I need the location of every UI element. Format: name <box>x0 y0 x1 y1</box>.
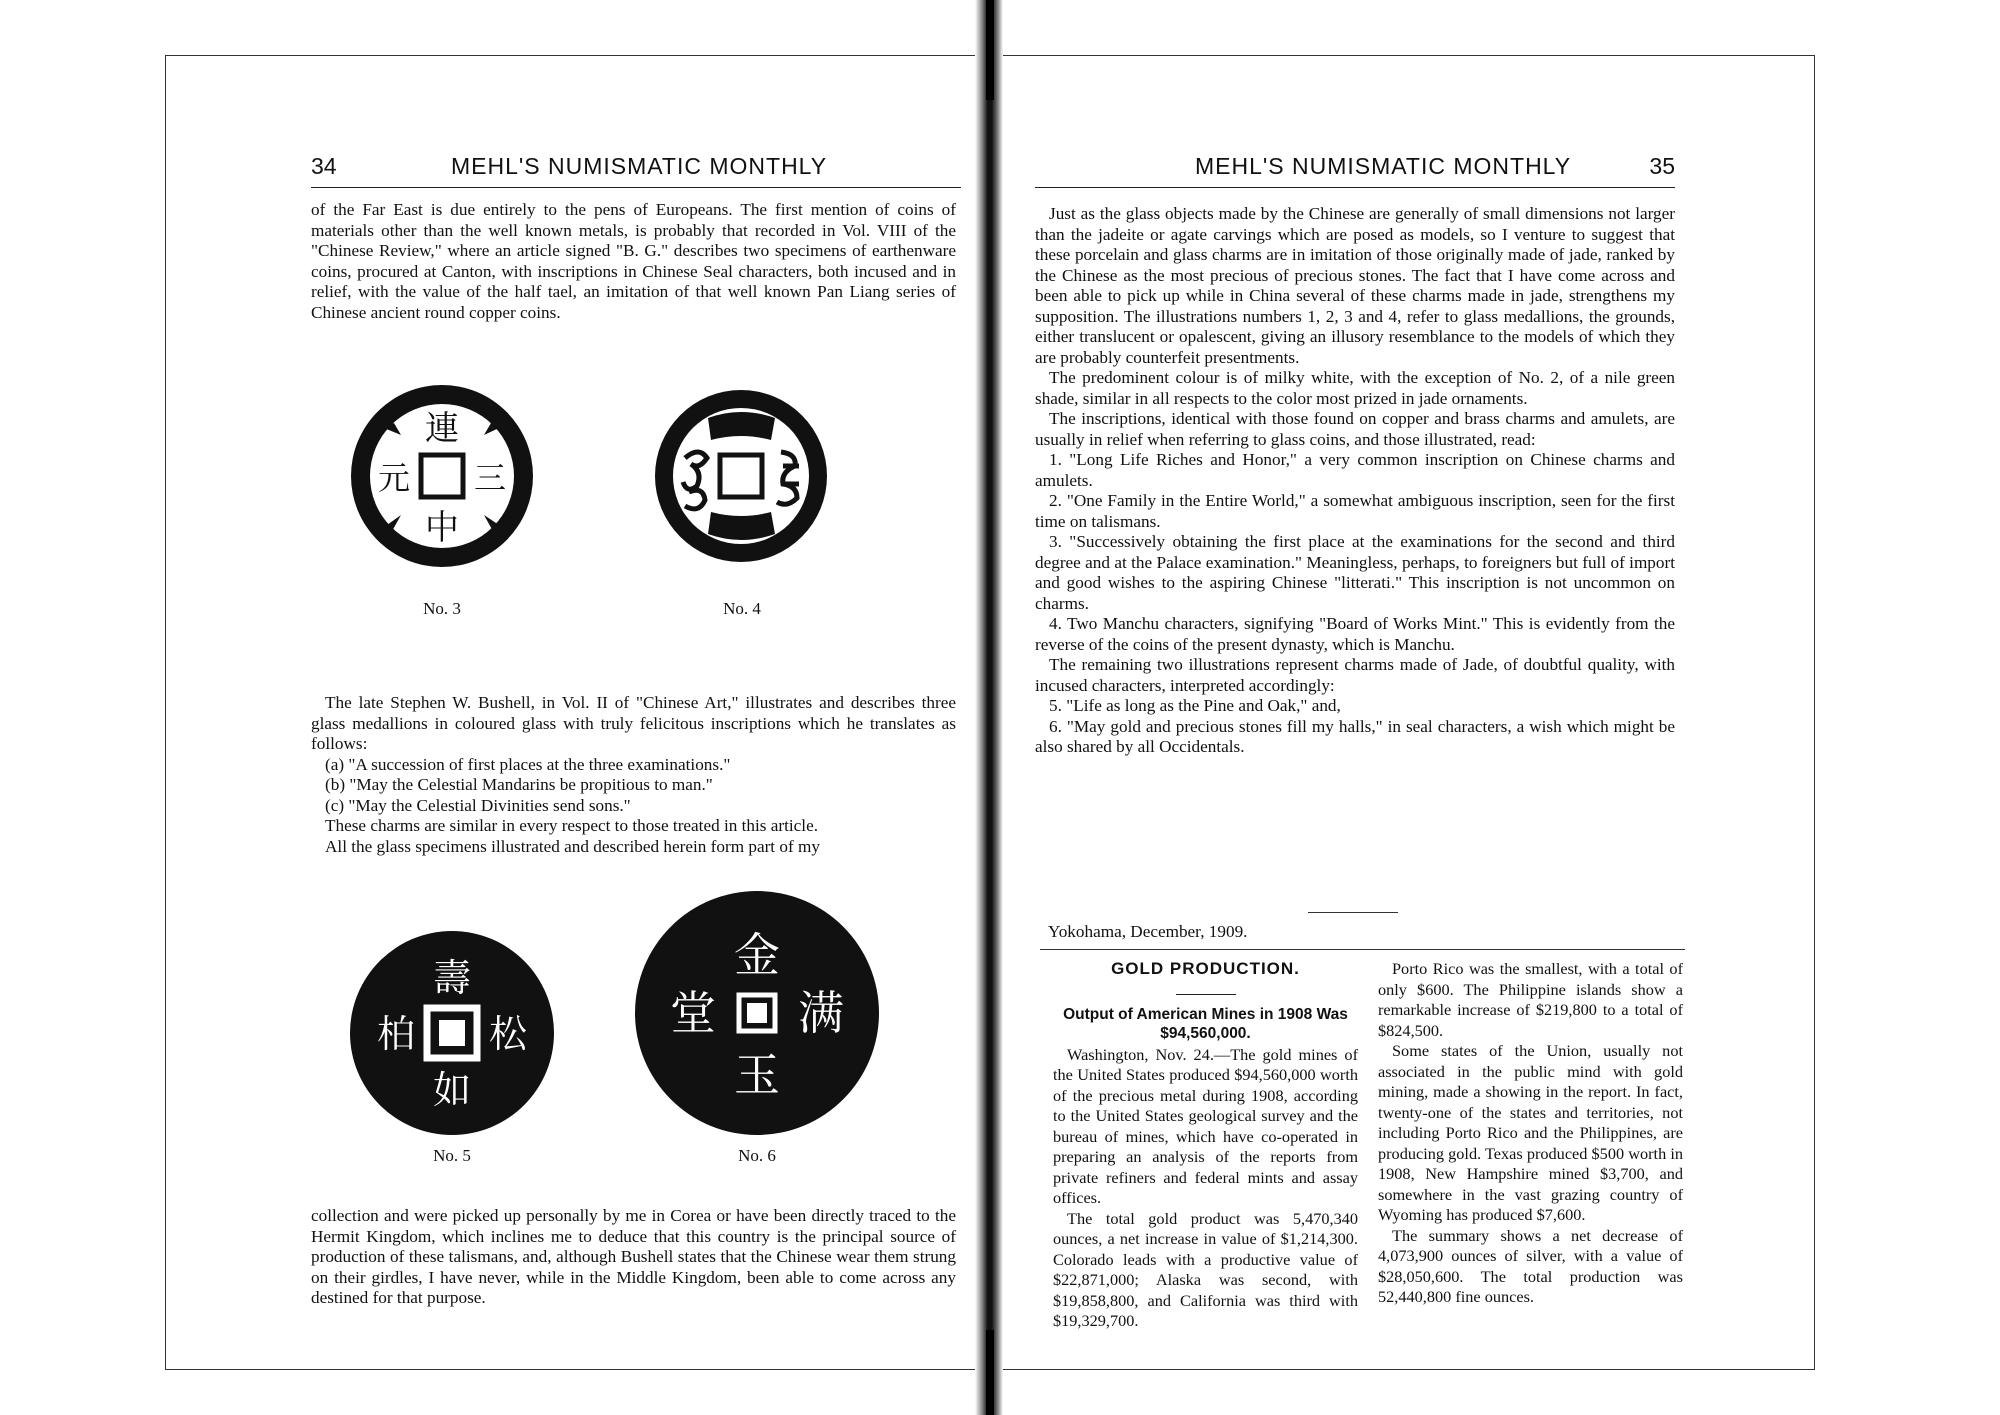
coin-character: 玉 <box>734 1048 780 1102</box>
left-paragraph-1 <box>311 200 956 323</box>
list-item: 3. "Successively obtaining the first place at the examinations for the second and third degree and at the Palace examination." Meaningless, perhaps, to foreigners but full of import and good wishes to the aspiring Chinese "litterati." This inscription is not uncommon on charms. <box>1035 532 1675 613</box>
paragraph: Washington, Nov. 24.—The gold mines of the United States produced $94,560,000 worth of the precious metal during 1908, according to the United States geological survey and the bureau of mines, which have co-operated in preparing an analysis of the reports from private refiners and federal mints and assay offices. <box>1053 1044 1358 1207</box>
right-article-text <box>1035 204 1675 758</box>
coin-no-5-image <box>348 929 556 1137</box>
coin-character: 堂 <box>670 986 716 1040</box>
coin-character: 連 <box>425 409 459 449</box>
book-spine <box>975 0 1003 1415</box>
paragraph: The summary shows a net decrease of 4,073,900 ounces of silver, with a value of $28,050,600. The total production was 52,440,800 fine ounces. <box>1378 1225 1683 1306</box>
coin-character: 如 <box>432 1068 472 1112</box>
paragraph: Porto Rico was the smallest, with a total of only $600. The Philippine islands show a remarkable increase of $219,800 to a total of $824,500. <box>1378 959 1683 1040</box>
left-paragraph-2 <box>311 693 956 857</box>
paragraph: The inscriptions, identical with those found on copper and brass charms and amulets, are usually in relief when referring to glass coins, and those illustrated, read: <box>1035 409 1675 449</box>
book-spine-shadow <box>986 0 994 100</box>
coin-no-4-image <box>653 388 829 564</box>
coin-character: 松 <box>488 1012 528 1056</box>
paragraph: Some states of the Union, usually not associated in the public mind with gold mining, made a showing in the report. In fact, twenty-one of the states and territories, not including Porto Rico and the Philippines, are producing gold. Texas produced $500 worth in 1908, New Hampshire mined $3,700, and somewhere in the vast grazing country of Wyoming has produced $7,600. <box>1378 1041 1683 1224</box>
paragraph: The predominent colour is of milky white, with the exception of No. 2, of a nile green shade, similar in all respects to the color most prized in jade ornaments. <box>1035 368 1675 408</box>
gold-production-column-1 <box>1053 959 1358 1332</box>
article-subheading: Output of American Mines in 1908 Was $94,560,000. <box>1063 1005 1348 1042</box>
coin-no-6-image <box>633 889 881 1137</box>
coin-character: 三 <box>473 459 507 497</box>
list-item: (a) "A succession of first places at the three examinations." <box>325 754 731 774</box>
coin-no-3-image <box>349 383 535 569</box>
list-item: 4. Two Manchu characters, signifying "Board of Works Mint." This is evidently from the reverse of the coins of the present dynasty, which is Manchu. <box>1035 614 1675 654</box>
coin-character: 中 <box>425 508 459 548</box>
left-paragraph-3 <box>311 1206 956 1309</box>
page-number: 34 <box>311 153 337 179</box>
left-page <box>165 55 980 1370</box>
dateline: Yokohama, December, 1909. <box>1048 922 1248 941</box>
list-item: 2. "One Family in the Entire World," a somewhat ambiguous inscription, seen for the first time on talismans. <box>1035 491 1675 531</box>
coin-character: 壽 <box>432 956 472 1000</box>
list-item: 6. "May gold and precious stones fill my halls," in seal characters, a wish which might be also shared by all Occidentals. <box>1035 716 1675 756</box>
divider <box>1308 912 1398 913</box>
coin-character: 柏 <box>376 1012 416 1056</box>
list-item: 5. "Life as long as the Pine and Oak," and, <box>1049 696 1341 715</box>
paragraph: The total gold product was 5,470,340 ounces, a net increase in value of $1,214,300. Colorado leads with a productive value of $22,871,000; Alaska was second, with $19,858,800, and California was third with $19,329,700. <box>1053 1208 1358 1330</box>
running-title: MEHL'S NUMISMATIC MONTHLY <box>1195 153 1572 179</box>
paragraph: The remaining two illustrations represent charms made of Jade, of doubtful quality, with incused characters, interpreted accordingly: <box>1035 655 1675 695</box>
coin-character: 元 <box>377 459 411 497</box>
list-item: (b) "May the Celestial Mandarins be propitious to man." <box>325 775 713 794</box>
divider <box>1176 994 1236 995</box>
paragraph: of the Far East is due entirely to the pens of Europeans. The first mention of coins of materials other than the well known metals, is probably that recorded in Vol. VIII of the "Chinese Review," where an article signed "B. G." describes two specimens of earthenware coins, procured at Canton, with inscriptions in Chinese Seal characters, both incused and in relief, with the value of the half tael, an imitation of that well known Pan Liang series of Chinese ancient round copper coins. <box>311 200 956 322</box>
list-item: 1. "Long Life Riches and Honor," a very common inscription on Chinese charms and amulets. <box>1035 450 1675 490</box>
paragraph: The late Stephen W. Bushell, in Vol. II of "Chinese Art," illustrates and describes three glass medallions in coloured glass with truly felicitous inscriptions which he translates as follows: <box>311 693 956 753</box>
paragraph: collection and were picked up personally by me in Corea or have been directly traced to the Hermit Kingdom, which inclines me to deduce that this country is the principal source of production of these talismans, and, although Bushell states that the Chinese wear them strung on their girdles, I have never, while in the Middle Kingdom, been able to come across any destined for that purpose. <box>311 1206 956 1307</box>
paragraph: These charms are similar in every respect to those treated in this article. <box>325 816 818 835</box>
coin-character: 金 <box>734 928 780 982</box>
article-heading: GOLD PRODUCTION. <box>1111 959 1300 978</box>
right-page <box>1000 55 1815 1370</box>
coin-caption: No. 5 <box>433 1146 471 1165</box>
gold-production-column-2 <box>1378 959 1683 1308</box>
paragraph: All the glass specimens illustrated and described herein form part of my <box>325 836 820 856</box>
divider <box>1040 949 1685 950</box>
coin-caption: No. 4 <box>723 599 761 618</box>
coin-caption: No. 6 <box>738 1146 776 1165</box>
left-page-header <box>311 151 961 188</box>
right-page-header <box>1035 151 1675 188</box>
book-spine-shadow <box>986 1330 994 1415</box>
running-title: MEHL'S NUMISMATIC MONTHLY <box>451 153 828 179</box>
coin-character: 满 <box>798 986 844 1040</box>
coin-caption: No. 3 <box>423 599 461 618</box>
page-number: 35 <box>1649 153 1675 179</box>
list-item: (c) "May the Celestial Divinities send sons." <box>325 795 631 815</box>
paragraph: Just as the glass objects made by the Chinese are generally of small dimensions not larger than the jadeite or agate carvings which are posed as models, so I venture to suggest that these porcelain and glass charms are in imitation of those originally made of jade, ranked by the Chinese as the most precious of precious stones. The fact that I have come across and been able to pick up while in China several of these charms made in jade, strengthens my supposition. The illustrations numbers 1, 2, 3 and 4, refer to glass medallions, the grounds, either translucent or opalescent, giving an illusory resemblance to the models of which they are probably counterfeit presentments. <box>1035 204 1675 367</box>
